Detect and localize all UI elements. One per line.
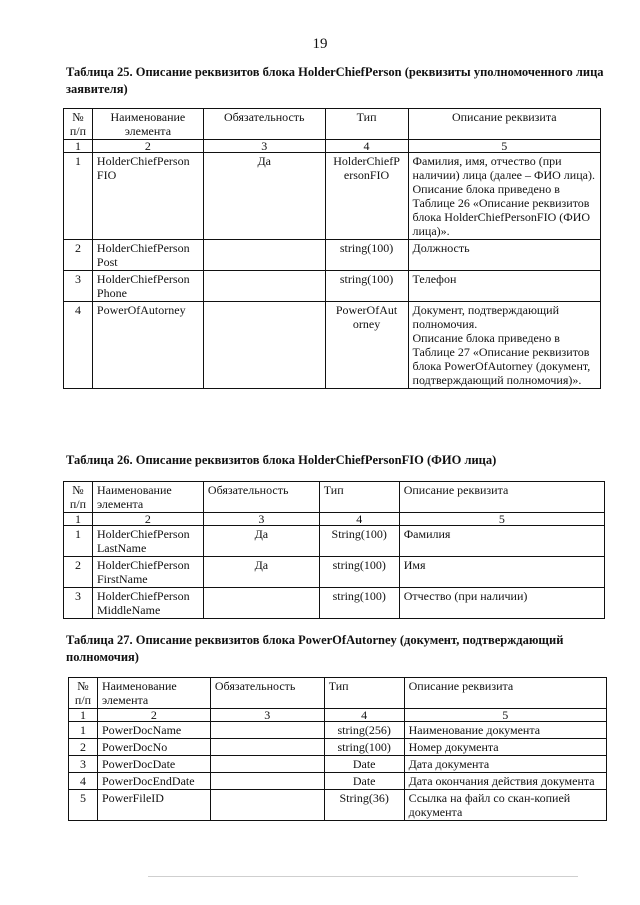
table-25 bbox=[63, 108, 601, 389]
header-type: Тип bbox=[324, 678, 404, 709]
element-description: Должность bbox=[408, 240, 600, 271]
table-26-caption: Таблица 26. Описание реквизитов блока HolderChiefPersonFIO (ФИО лица) bbox=[66, 453, 497, 467]
table-header-row bbox=[64, 109, 601, 140]
element-name: HolderChiefPerson MiddleName bbox=[92, 588, 203, 619]
element-description: Отчество (при наличии) bbox=[399, 588, 604, 619]
header-description: Описание реквизита bbox=[399, 482, 604, 513]
table-25-caption: Таблица 25. Описание реквизитов блока HolderChiefPerson (реквизиты уполномоченного лица заявителя) bbox=[66, 65, 604, 96]
column-number: 4 bbox=[325, 140, 408, 153]
table-row bbox=[69, 739, 607, 756]
element-description: Дата документа bbox=[404, 756, 606, 773]
column-number: 2 bbox=[92, 513, 203, 526]
scan-edge-line bbox=[148, 876, 578, 877]
element-name: PowerFileID bbox=[97, 790, 210, 821]
element-name: PowerDocEndDate bbox=[97, 773, 210, 790]
row-number: 1 bbox=[64, 526, 93, 557]
row-number: 2 bbox=[64, 240, 93, 271]
element-name: PowerDocDate bbox=[97, 756, 210, 773]
column-number: 1 bbox=[64, 140, 93, 153]
table-row bbox=[64, 588, 605, 619]
table-header-row bbox=[64, 482, 605, 513]
element-description: Дата окончания действия документа bbox=[404, 773, 606, 790]
row-number: 3 bbox=[64, 588, 93, 619]
table-row bbox=[64, 526, 605, 557]
required-flag bbox=[203, 240, 325, 271]
table-27-caption: Таблица 27. Описание реквизитов блока PowerOfAutorney (документ, подтверждающий полномочия) bbox=[66, 633, 564, 664]
column-number: 4 bbox=[324, 709, 404, 722]
element-type: string(100) bbox=[325, 271, 408, 302]
table-27 bbox=[68, 677, 607, 821]
table-row bbox=[64, 240, 601, 271]
table-row bbox=[69, 722, 607, 739]
row-number: 5 bbox=[69, 790, 98, 821]
column-number: 3 bbox=[203, 513, 319, 526]
required-flag bbox=[210, 773, 324, 790]
row-number: 3 bbox=[64, 271, 93, 302]
table-row bbox=[69, 773, 607, 790]
header-type: Тип bbox=[325, 109, 408, 140]
header-number: № п/п bbox=[64, 482, 93, 513]
header-element-name: Наименование элемента bbox=[92, 482, 203, 513]
table-26 bbox=[63, 481, 605, 619]
element-type: string(100) bbox=[319, 588, 399, 619]
table-row bbox=[64, 557, 605, 588]
table-header-row bbox=[69, 678, 607, 709]
element-name: PowerDocName bbox=[97, 722, 210, 739]
table-row bbox=[64, 302, 601, 389]
column-number: 5 bbox=[404, 709, 606, 722]
column-number: 1 bbox=[69, 709, 98, 722]
table-row bbox=[69, 756, 607, 773]
element-name: HolderChiefPerson Post bbox=[92, 240, 203, 271]
header-element-name: Наименование элемента bbox=[97, 678, 210, 709]
table-row bbox=[69, 790, 607, 821]
column-number: 1 bbox=[64, 513, 93, 526]
element-type: string(100) bbox=[324, 739, 404, 756]
required-flag bbox=[203, 588, 319, 619]
element-type: HolderChiefP ersonFIO bbox=[325, 153, 408, 240]
element-description: Фамилия bbox=[399, 526, 604, 557]
element-description: Имя bbox=[399, 557, 604, 588]
table-row bbox=[64, 153, 601, 240]
row-number: 4 bbox=[64, 302, 93, 389]
column-number-row bbox=[69, 709, 607, 722]
required-flag: Да bbox=[203, 153, 325, 240]
table-row bbox=[64, 271, 601, 302]
element-name: HolderChiefPerson Phone bbox=[92, 271, 203, 302]
column-number-row bbox=[64, 513, 605, 526]
header-number: № п/п bbox=[69, 678, 98, 709]
column-number: 4 bbox=[319, 513, 399, 526]
required-flag: Да bbox=[203, 557, 319, 588]
row-number: 1 bbox=[69, 722, 98, 739]
element-name: HolderChiefPerson FirstName bbox=[92, 557, 203, 588]
required-flag bbox=[210, 722, 324, 739]
column-number-row bbox=[64, 140, 601, 153]
element-description: Ссылка на файл со скан-копией документа bbox=[404, 790, 606, 821]
element-description: Номер документа bbox=[404, 739, 606, 756]
column-number: 3 bbox=[203, 140, 325, 153]
page-number: 19 bbox=[312, 36, 328, 52]
element-name: PowerDocNo bbox=[97, 739, 210, 756]
required-flag bbox=[210, 790, 324, 821]
element-name: HolderChiefPerson LastName bbox=[92, 526, 203, 557]
element-name: HolderChiefPerson FIO bbox=[92, 153, 203, 240]
row-number: 3 bbox=[69, 756, 98, 773]
element-name: PowerOfAutorney bbox=[92, 302, 203, 389]
row-number: 4 bbox=[69, 773, 98, 790]
element-description: Телефон bbox=[408, 271, 600, 302]
header-required: Обязательность bbox=[210, 678, 324, 709]
row-number: 2 bbox=[64, 557, 93, 588]
header-number: № п/п bbox=[64, 109, 93, 140]
element-description: Фамилия, имя, отчество (при наличии) лица (далее – ФИО лица). Описание блока приведено в Таблице 26 «Описание реквизитов блока HolderChiefPersonFIO (ФИО лица)». bbox=[408, 153, 600, 240]
column-number: 3 bbox=[210, 709, 324, 722]
row-number: 1 bbox=[64, 153, 93, 240]
column-number: 5 bbox=[399, 513, 604, 526]
required-flag: Да bbox=[203, 526, 319, 557]
element-type: String(36) bbox=[324, 790, 404, 821]
element-type: string(100) bbox=[325, 240, 408, 271]
required-flag bbox=[203, 271, 325, 302]
element-type: string(256) bbox=[324, 722, 404, 739]
element-type: String(100) bbox=[319, 526, 399, 557]
element-type: Date bbox=[324, 773, 404, 790]
header-description: Описание реквизита bbox=[404, 678, 606, 709]
element-type: Date bbox=[324, 756, 404, 773]
column-number: 5 bbox=[408, 140, 600, 153]
header-type: Тип bbox=[319, 482, 399, 513]
column-number: 2 bbox=[97, 709, 210, 722]
row-number: 2 bbox=[69, 739, 98, 756]
header-required: Обязательность bbox=[203, 482, 319, 513]
header-element-name: Наименование элемента bbox=[92, 109, 203, 140]
required-flag bbox=[210, 756, 324, 773]
header-description: Описание реквизита bbox=[408, 109, 600, 140]
required-flag bbox=[203, 302, 325, 389]
element-description: Документ, подтверждающий полномочия. Описание блока приведено в Таблице 27 «Описание реквизитов блока PowerOfAutorney (документ, подтверждающий полномочия)». bbox=[408, 302, 600, 389]
element-description: Наименование документа bbox=[404, 722, 606, 739]
header-required: Обязательность bbox=[203, 109, 325, 140]
element-type: string(100) bbox=[319, 557, 399, 588]
column-number: 2 bbox=[92, 140, 203, 153]
element-type: PowerOfAut orney bbox=[325, 302, 408, 389]
required-flag bbox=[210, 739, 324, 756]
